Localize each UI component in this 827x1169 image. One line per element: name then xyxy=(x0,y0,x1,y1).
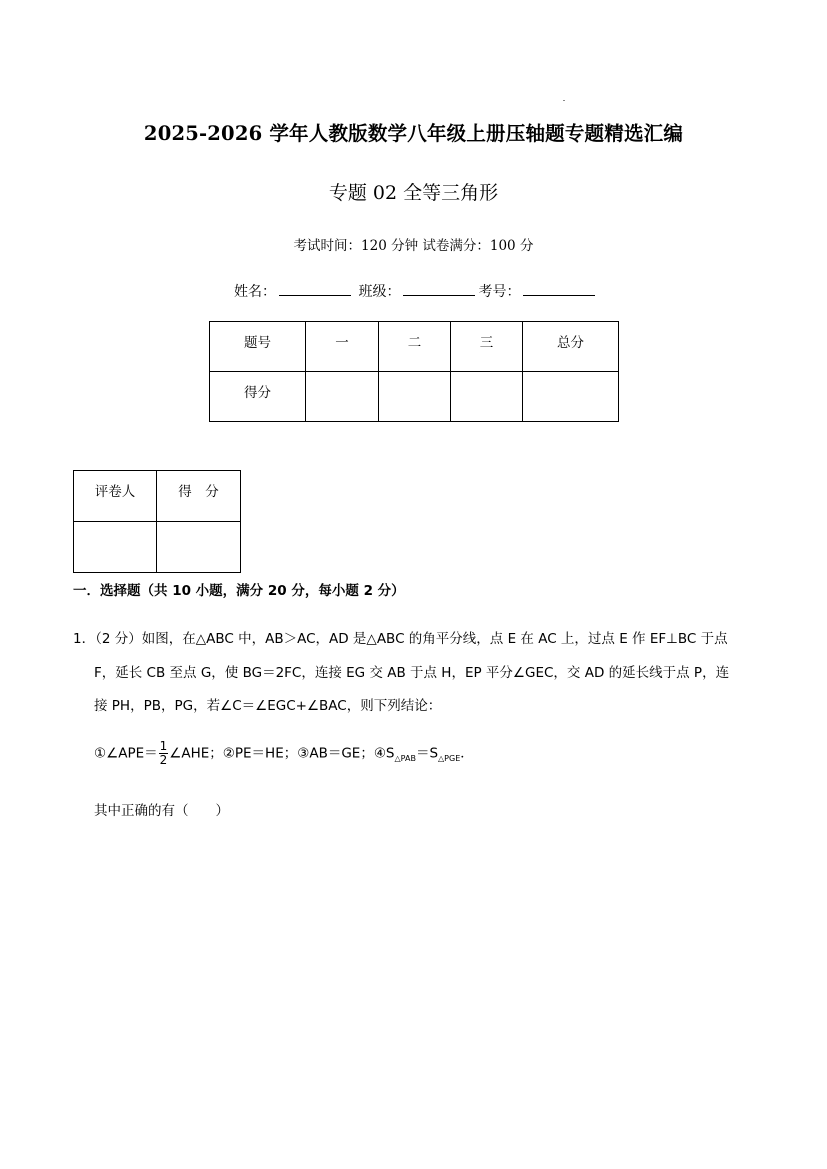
fraction-denominator: 2 xyxy=(159,753,168,767)
name-label: 姓名： xyxy=(234,284,276,300)
area-subscript: △PAB xyxy=(394,754,416,764)
grader-header-row xyxy=(74,471,241,522)
class-label: 班级： xyxy=(358,284,401,300)
score-row-label: 得分 xyxy=(210,372,306,422)
grader-label: 评卷人 xyxy=(74,471,157,522)
score-table-header-row xyxy=(210,322,619,372)
score-cell[interactable] xyxy=(379,372,451,422)
question-text: 如图，在△ABC 中，AB＞AC，AD 是△ABC 的角平分线，点 E 在 AC 上，过点 E 作 EF⊥BC 于点 xyxy=(141,631,728,647)
score-header-cell: 三 xyxy=(451,322,523,372)
question-1-prompt: 其中正确的有（ ） xyxy=(94,803,229,819)
question-1-conclusions xyxy=(94,740,474,767)
scan-speck xyxy=(563,100,565,101)
fraction-numerator: 1 xyxy=(159,739,168,753)
area-subscript: △PGE xyxy=(438,754,461,764)
question-1-line-1 xyxy=(73,627,728,647)
score-header-cell: 二 xyxy=(379,322,451,372)
name-blank[interactable] xyxy=(279,283,351,296)
fraction-one-half xyxy=(159,740,169,767)
question-points: （2 分） xyxy=(95,631,142,647)
conclusion-text: ①∠APE＝ xyxy=(94,745,158,762)
score-header-cell: 题号 xyxy=(210,322,306,372)
grader-input-row xyxy=(74,522,241,573)
score-cell[interactable] xyxy=(306,372,379,422)
number-label: 考号： xyxy=(478,284,521,300)
document-title: 2025-2026 学年人教版数学八年级上册压轴题专题精选汇编 xyxy=(143,122,684,145)
question-1-line-2: F，延长 CB 至点 G，使 BG＝2FC，连接 EG 交 AB 于点 H，EP 平分∠GEC，交 AD 的延长线于点 P，连 xyxy=(94,665,730,681)
grader-score-label: 得 分 xyxy=(157,471,241,522)
conclusion-text: ＝S xyxy=(415,745,439,762)
conclusion-text: ． xyxy=(460,745,474,762)
grader-cell[interactable] xyxy=(74,522,157,573)
grader-table xyxy=(73,470,241,573)
score-table xyxy=(209,321,619,422)
number-blank[interactable] xyxy=(523,283,595,296)
student-info-line xyxy=(234,281,598,301)
class-blank[interactable] xyxy=(403,283,475,296)
section-heading: 一．选择题（共 10 小题，满分 20 分，每小题 2 分） xyxy=(73,583,405,599)
score-cell[interactable] xyxy=(451,372,523,422)
question-1-line-3: 接 PH，PB，PG，若∠C＝∠EGC+∠BAC，则下列结论： xyxy=(94,698,442,714)
question-number: 1． xyxy=(73,631,96,647)
score-header-cell: 总分 xyxy=(523,322,619,372)
conclusion-text: ∠AHE；②PE＝HE；③AB＝GE；④S xyxy=(169,745,395,762)
score-table-score-row xyxy=(210,372,619,422)
score-cell[interactable] xyxy=(523,372,619,422)
document-subtitle: 专题 02 全等三角形 xyxy=(328,182,499,204)
exam-info: 考试时间：120 分钟 试卷满分：100 分 xyxy=(293,238,534,254)
grader-score-cell[interactable] xyxy=(157,522,241,573)
score-header-cell: 一 xyxy=(306,322,379,372)
